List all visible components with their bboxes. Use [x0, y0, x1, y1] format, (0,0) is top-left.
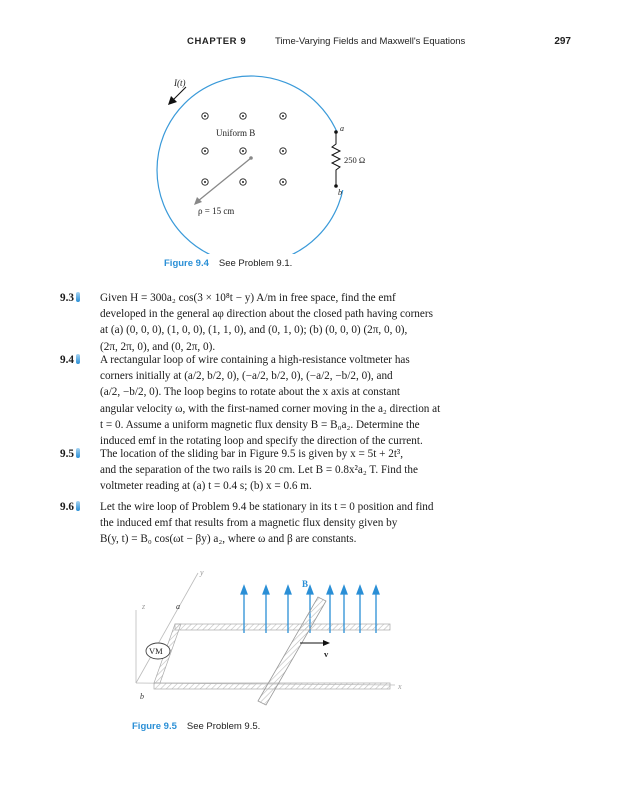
- thermometer-icon: [76, 448, 80, 458]
- point-a-label: a: [176, 602, 180, 611]
- terminal-b: b: [338, 188, 342, 197]
- problem-line: angular velocity ω, with the first-named corner moving in the a₂ direction at: [100, 402, 441, 415]
- figure-9-5: [120, 565, 420, 710]
- axis-y-label: y: [200, 568, 204, 577]
- problem-line: t = 0. Assume a uniform magnetic flux density B = B₀a₂. Determine the: [100, 418, 420, 431]
- page-number: 297: [554, 36, 571, 47]
- field-dots: [202, 113, 286, 185]
- problem-line: and the separation of the two rails is 20 cm. Let B = 0.8x²a₂ T. Find the: [100, 464, 418, 477]
- problem-line: (a/2, −b/2, 0). The loop begins to rotate about the x axis at constant: [100, 386, 401, 399]
- figure-9-4-caption-label: Figure 9.4: [164, 258, 209, 269]
- uniform-b-label: Uniform B: [216, 128, 256, 138]
- problem-line: The location of the sliding bar in Figure 9.5 is given by x = 5t + 2t³,: [100, 448, 404, 460]
- axis-x-label: x: [398, 682, 402, 691]
- problem-line: Given H = 300a₂ cos(3 × 10⁸t − y) A/m in free space, find the emf: [100, 292, 396, 304]
- current-label: I(t): [174, 78, 186, 88]
- problem-line: induced emf in the rotating loop and specify the direction of the current.: [100, 435, 423, 448]
- problem-9-5: [60, 446, 550, 495]
- chapter-label: CHAPTER 9: [187, 36, 247, 47]
- voltmeter-label: VM: [149, 646, 163, 656]
- problem-9-3: [60, 290, 550, 355]
- problem-line: B(y, t) = B₀ cos(ωt − βy) a₂, where ω and β are constants.: [100, 533, 357, 546]
- problem-number: 9.3: [60, 292, 74, 304]
- problem-line: Let the wire loop of Problem 9.4 be stationary in its t = 0 position and find: [100, 501, 434, 513]
- problem-line: corners initially at (a/2, b/2, 0), (−a/2, b/2, 0), (−a/2, −b/2, 0), and: [100, 370, 393, 383]
- running-header: [0, 36, 627, 52]
- thermometer-icon: [76, 292, 80, 302]
- loop-circle: [157, 76, 345, 254]
- problem-line: A rectangular loop of wire containing a high-resistance voltmeter has: [100, 354, 410, 366]
- problem-line: at (a) (0, 0, 0), (1, 0, 0), (1, 1, 0), and (0, 1, 0); (b) (0, 0, 0) (2π, 0, 0),: [100, 324, 408, 337]
- velocity-label: v: [324, 649, 329, 659]
- axis-z-label: z: [142, 602, 146, 611]
- point-b-label: b: [140, 692, 144, 701]
- problem-9-4: [60, 352, 550, 449]
- thermometer-icon: [76, 501, 80, 511]
- problem-number: 9.6: [60, 501, 74, 513]
- problem-line: (2π, 2π, 0), and (0, 2π, 0).: [100, 340, 216, 353]
- problem-line: voltmeter reading at (a) t = 0.4 s; (b) x = 0.6 m.: [100, 480, 312, 493]
- rail-back: [175, 624, 390, 630]
- figure-9-4: [150, 74, 400, 254]
- figure-9-5-caption-text: See Problem 9.5.: [186, 721, 261, 732]
- thermometer-icon: [76, 354, 80, 364]
- radius-label: ρ = 15 cm: [198, 206, 235, 216]
- problem-9-6: [60, 499, 550, 548]
- problem-number: 9.4: [60, 354, 74, 366]
- chapter-title: Time-Varying Fields and Maxwell's Equations: [275, 36, 466, 47]
- resistor-label: 250 Ω: [344, 155, 366, 165]
- figure-9-5-caption-label: Figure 9.5: [132, 721, 177, 732]
- problem-number: 9.5: [60, 448, 74, 460]
- b-field-label: B: [302, 579, 309, 589]
- terminal-a: a: [340, 124, 344, 133]
- figure-9-5-caption: [132, 721, 260, 732]
- problem-line: developed in the general aφ direction about the closed path having corners: [100, 308, 433, 321]
- problem-line: the induced emf that results from a magnetic flux density given by: [100, 517, 398, 530]
- figure-9-4-caption-text: See Problem 9.1.: [218, 258, 293, 269]
- figure-9-4-caption: [164, 258, 292, 269]
